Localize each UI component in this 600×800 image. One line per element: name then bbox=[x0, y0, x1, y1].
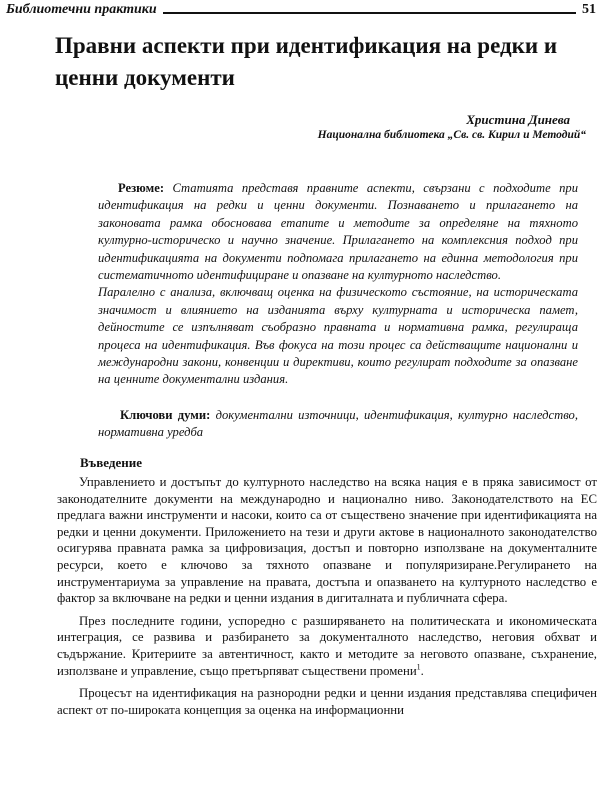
introduction-paragraph-2-text: През последните години, успоредно с разширяването на политическата и икономическата интеграция, се развива и разбирането за документалното наследство, неговия обхват и съдържание. Критериите за автентичност, както и методите за неговото опазване, съхранение, използване и управление, също претърпяват съществени промени bbox=[57, 613, 597, 678]
section-heading-introduction: Въведение bbox=[80, 455, 142, 470]
author-affiliation: Национална библиотека „Св. св. Кирил и Методий“ bbox=[317, 129, 586, 141]
abstract-text-1: Статията представя правните аспекти, свързани с подходите при идентификация на редки и ценни документи. Познаването и прилагането на законовата рамка обосновава етапите и методите за определяне на тяхното културно-историческо и научно значение. Прилагането на комплексния подход при идентификацията на документи подпомага прилагането на единна методология при систематичното идентифициране и опазване на културното наследство. bbox=[98, 181, 578, 283]
abstract-paragraph-1: Резюме: Статията представя правните аспекти, свързани с подходите при идентификация на редки и ценни документи. Познаването и прилагането на законовата рамка обосновава етапите и методите за определяне на тяхното културно-историческо и научно значение. Прилагането на комплексния подход при идентификацията на документи подпомага прилагането на единна методология при систематичното идентифициране и опазване на културното наследство. bbox=[98, 181, 578, 283]
keywords-text: документални източници, идентификация, културно наследство, нормативна уредба bbox=[98, 408, 578, 440]
abstract-paragraph-2: Паралелно с анализа, включващ оценка на физическото състояние, на историческата значимост и влиянието на изданията върху културната и историческа памет, дейностите се изпълняват съобразно правната и нормативна рамка, регулираща процеса на идентификация. Във фокуса на този процес са действащите национални и международни закони, конвенции и директиви, които регулират подходите за опазване на ценните документални издания. bbox=[98, 285, 578, 387]
running-header bbox=[6, 0, 596, 18]
introduction-paragraph-2: През последните години, успоредно с разширяването на политическата и икономическата интеграция, се развива и разбирането за документалното наследство, неговия обхват и съдържание. Критериите за автентичност, както и методите за неговото опазване, съхранение, използване и управление, също претърпяват съществени промени$^1$. bbox=[57, 613, 597, 678]
page-number: 51 bbox=[582, 2, 596, 17]
running-title: Библиотечни практики bbox=[6, 2, 157, 17]
abstract-label: Резюме bbox=[118, 181, 160, 195]
header-rule bbox=[163, 12, 576, 14]
author-name: Христина Динева bbox=[466, 112, 570, 127]
keywords-label: Ключови думи: bbox=[120, 408, 211, 422]
introduction-body bbox=[57, 474, 597, 724]
footnote-marker: 1 bbox=[416, 662, 421, 672]
abstract bbox=[98, 180, 578, 389]
article-title: Правни аспекти при идентификация на редки и ценни документи bbox=[55, 33, 558, 90]
keywords bbox=[98, 407, 578, 442]
introduction-paragraph-3: Процесът на идентификация на разнородни редки и ценни издания представлява специфичен аспект от по-широката концепция за оценка на информационни bbox=[57, 686, 597, 717]
introduction-paragraph-1: Управлението и достъпът до културното наследство на всяка нация е в пряка зависимост от законодателните документи на международно и национално ниво. Законодателството на ЕС предлага важни инструменти и насоки, които са от съществено значение при идентификацията на редки и ценни документи. Приложението на тези и други актове в националното законодателство осигурява правната рамка за цифровизация, достъп и повторно използване на документалните ресурси, което е ключово за тяхното опазване и популяризиране.Регулирането на инструментариума за управление на правата, достъпа и опазването на културното наследство е фактор за включване на редки и ценни издания в дигиталната и публичната сфера. bbox=[57, 475, 597, 606]
